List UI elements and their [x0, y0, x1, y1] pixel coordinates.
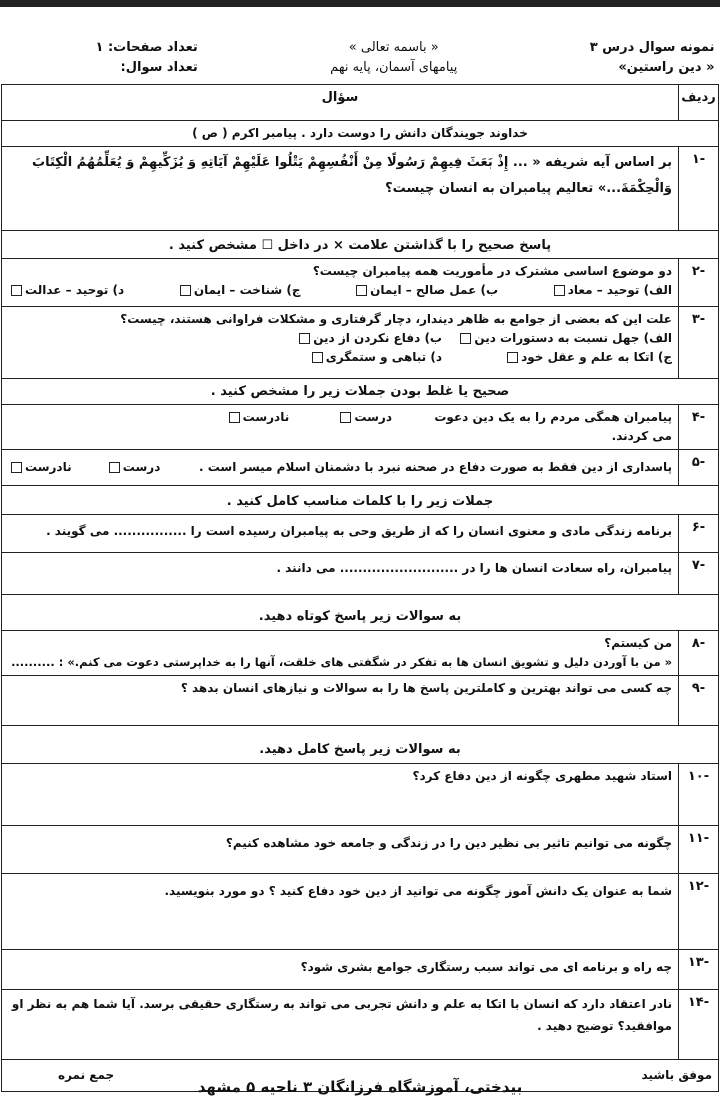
checkbox[interactable] — [180, 285, 191, 296]
exam-sheet — [1, 36, 719, 1092]
question-text: پیامبران همگی مردم را به یک دین دعوت می کردند. — [434, 410, 672, 443]
question-number: -۶ — [679, 515, 719, 553]
column-header-row — [2, 85, 719, 121]
question-number: -۱۱ — [679, 826, 719, 874]
school-signature: بیدختی، آموزشگاه فرزانگان ۳ ناحیه ۵ مشهد — [197, 1078, 523, 1096]
question-row — [2, 874, 719, 950]
question-row — [2, 826, 719, 874]
question-row — [2, 764, 719, 826]
section-instruction: پاسخ صحیح را با گذاشتن علامت × در داخل ☐ مشخص کنید . — [2, 231, 719, 259]
question-number: -۹ — [679, 676, 719, 726]
question-row — [2, 307, 719, 379]
question-text: پاسداری از دین فقط به صورت دفاع در صحنه نبرد با دشمنان اسلام میسر است . — [198, 460, 672, 474]
section-instruction: به سوالات زیر پاسخ کامل دهید. — [2, 726, 719, 764]
question-number: -۱۳ — [679, 950, 719, 990]
question-number: -۵ — [679, 450, 719, 486]
question-subtext: « من با آوردن دلیل و تشویق انسان ها به تفکر در شگفتی های خلقت، آنها را به خداپرستی دعوت می کنم.» : .......... — [11, 655, 672, 669]
question-text: من کیستم؟ — [604, 636, 672, 650]
options-list — [8, 348, 672, 367]
question-number: -۱۴ — [679, 990, 719, 1060]
checkbox[interactable] — [11, 285, 22, 296]
section-instruction: جملات زیر را با کلمات مناسب کامل کنید . — [2, 486, 719, 515]
exam-header — [2, 36, 719, 85]
question-text: پیامبران، راه سعادت انسان ها را در .......................... می دانند . — [2, 553, 679, 595]
question-number: -۱۲ — [679, 874, 719, 950]
question-column-header: سؤال — [2, 85, 679, 121]
checkbox[interactable] — [460, 333, 471, 344]
question-text: بر اساس آیه شریفه « ... إِذْ بَعَثَ فِیهِمْ رَسُولًا مِنْ أَنْفُسِهِمْ یَتْلُوا عَلَیْهِمْ آیَاتِهِ وَ یُزَکِّیهِمْ وَ یُعَلِّمُهُمُ الْکِتَابَ وَالْحِکْمَةَ...» تعالیم پیامبران به انسان چیست؟ — [2, 147, 679, 231]
question-text: نادر اعتقاد دارد که انسان با اتکا به علم و دانش تجربی می تواند به رستگاری حقیقی برسد. آیا شما هم به نظر او موافقید؟ توضیح دهید . — [2, 990, 679, 1060]
true-label: درست — [122, 460, 161, 474]
options-list — [8, 281, 672, 300]
question-row — [2, 259, 719, 307]
lesson-title: نمونه سوال درس ۳ — [589, 40, 715, 55]
question-row — [2, 950, 719, 990]
question-text: چه کسی می تواند بهترین و کاملترین پاسخ ها را به سوالات و نیازهای انسان بدهد ؟ — [2, 676, 679, 726]
option-item: د) تباهی و ستمگری — [309, 348, 442, 367]
question-number: -۱ — [679, 147, 719, 231]
question-row — [2, 990, 719, 1060]
option-item: د) توحید – عدالت — [8, 281, 124, 300]
option-item: ج) اتکا به علم و عقل خود — [442, 348, 672, 367]
question-text: چه راه و برنامه ای می تواند سبب رستگاری جوامع بشری شود؟ — [2, 950, 679, 990]
false-label: نادرست — [242, 410, 290, 424]
option-item: الف) توحید – معاد — [551, 281, 672, 300]
question-text: علت این که بعضی از جوامع به ظاهر دیندار، دچار گرفتاری و مشکلات فراوانی هستند، چیست؟ — [120, 312, 672, 326]
checkbox[interactable] — [507, 352, 518, 363]
question-row — [2, 515, 719, 553]
checkbox[interactable] — [356, 285, 367, 296]
page-count: تعداد صفحات: ۱ — [95, 40, 198, 55]
option-item: الف) جهل نسبت به دستورات دین — [442, 329, 672, 348]
checkbox[interactable] — [312, 352, 323, 363]
question-text: دو موضوع اساسی مشترک در مأموریت همه پیامبران چیست؟ — [312, 264, 672, 278]
question-row — [2, 676, 719, 726]
question-number: -۱۰ — [679, 764, 719, 826]
question-text: استاد شهید مطهری چگونه از دین دفاع کرد؟ — [2, 764, 679, 826]
question-text: شما به عنوان یک دانش آموز چگونه می توانید از دین خود دفاع کنید ؟ دو مورد بنویسید. — [2, 874, 679, 950]
question-row — [2, 631, 719, 676]
option-item: ج) شناخت – ایمان — [177, 281, 301, 300]
book-title: پیامهای آسمان، پایه نهم — [330, 60, 458, 75]
total-score-label: جمع نمره — [58, 1068, 115, 1082]
options-list — [8, 329, 672, 348]
question-row — [2, 450, 719, 486]
section-instruction: صحیح یا غلط بودن جملات زیر را مشخص کنید . — [2, 379, 719, 405]
false-label: نادرست — [25, 460, 72, 474]
question-row — [2, 553, 719, 595]
true-checkbox[interactable] — [340, 412, 351, 423]
question-text: چگونه می توانیم تاثیر بی نظیر دین را در زندگی و جامعه خود مشاهده کنیم؟ — [2, 826, 679, 874]
false-checkbox[interactable] — [11, 462, 22, 473]
section-instruction: به سوالات زیر پاسخ کوتاه دهید. — [2, 595, 719, 631]
option-item: ب) عمل صالح – ایمان — [353, 281, 498, 300]
question-text: برنامه زندگی مادی و معنوی انسان را که از طریق وحی به پیامبران رسیده است را ................ می گویند . — [2, 515, 679, 553]
question-number: -۳ — [679, 307, 719, 379]
true-label: درست — [354, 410, 392, 424]
question-number: -۸ — [679, 631, 719, 676]
false-checkbox[interactable] — [229, 412, 240, 423]
true-checkbox[interactable] — [109, 462, 120, 473]
question-number: -۷ — [679, 553, 719, 595]
hadith-line: خداوند جویندگان دانش را دوست دارد . پیامبر اکرم ( ص ) — [2, 121, 719, 147]
lesson-subtitle: « دین راستین» — [618, 60, 715, 75]
question-number: -۴ — [679, 405, 719, 450]
good-luck-text: موفق باشید — [641, 1068, 712, 1082]
basmala: « باسمه تعالی » — [348, 40, 439, 55]
question-row — [2, 147, 719, 231]
row-column-header: ردیف — [679, 85, 719, 121]
question-row — [2, 405, 719, 450]
checkbox[interactable] — [299, 333, 310, 344]
checkbox[interactable] — [554, 285, 565, 296]
question-number: -۲ — [679, 259, 719, 307]
option-item: ب) دفاع نکردن از دین — [296, 329, 442, 348]
top-bar — [0, 0, 720, 7]
question-count: تعداد سوال: — [120, 60, 198, 75]
